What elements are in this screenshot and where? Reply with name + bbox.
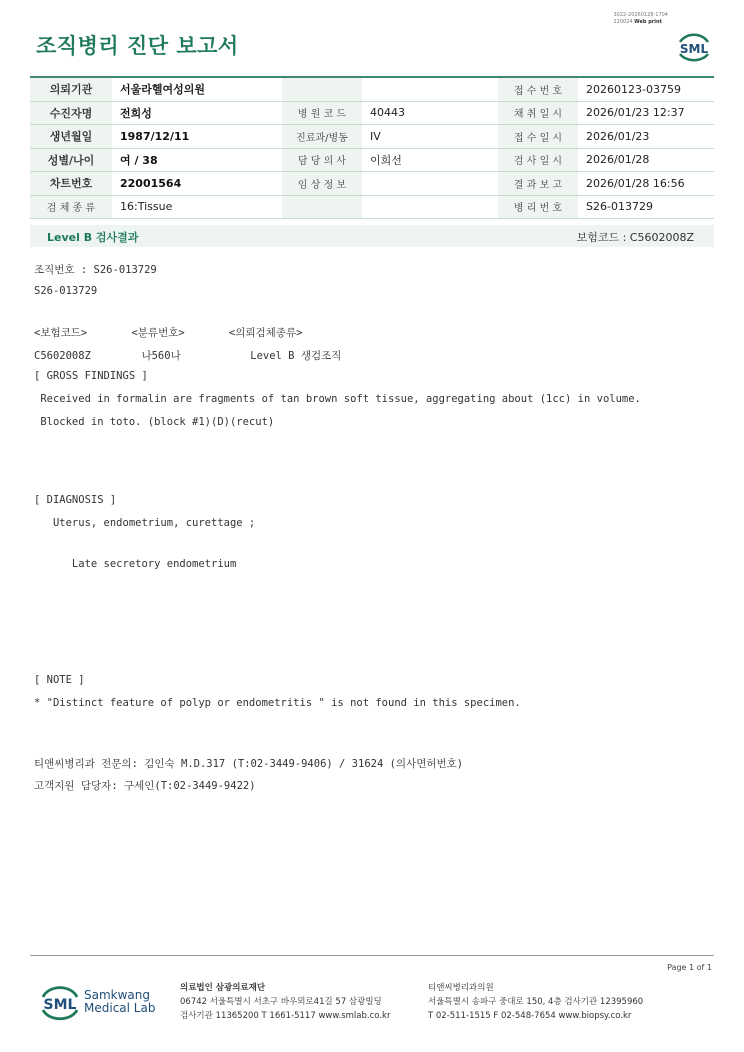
footer-foundation-info xyxy=(180,981,390,1023)
clinic-address: 서울특별시 송파구 중대로 150, 4층 검사기관 12395960 xyxy=(428,997,644,1007)
print-meta-id: 3022-20260128-1704 xyxy=(613,12,668,18)
report-line: Uterus, endometrium, curettage ; xyxy=(34,517,256,529)
info-value: 2026/01/28 16:56 xyxy=(578,172,714,196)
diagnosis-heading: [ DIAGNOSIS ] xyxy=(34,494,117,506)
clinic-name: 티앤씨병리과의원 xyxy=(428,983,494,993)
brand-name: Samkwang xyxy=(84,988,150,1002)
info-label: 의뢰기관 xyxy=(30,77,112,101)
foundation-address: 06742 서울특별시 서초구 바우뫼로41길 57 삼광빌딩 xyxy=(180,997,382,1007)
note-heading: [ NOTE ] xyxy=(34,674,85,686)
info-label: 차트번호 xyxy=(30,172,112,196)
info-value: IV xyxy=(362,125,498,149)
info-label: 병 리 번 호 xyxy=(498,195,578,219)
footer-clinic-info xyxy=(428,981,643,1023)
info-value: 16:Tissue xyxy=(112,195,282,219)
print-meta xyxy=(613,12,668,26)
result-section-header xyxy=(30,225,714,247)
foundation-name: 의료법인 삼광의료재단 xyxy=(180,983,266,993)
page-number: Page 1 of 1 xyxy=(667,963,712,972)
support-contact-line: 고객지원 담당자: 구세인(T:02-3449-9422) xyxy=(34,780,256,792)
report-line: Blocked in toto. (block #1)(D)(recut) xyxy=(34,416,275,428)
info-label xyxy=(282,195,362,219)
footer-brand xyxy=(84,989,155,1015)
report-line: Received in formalin are fragments of tan brown soft tissue, aggregating about (1cc) in volume. xyxy=(34,393,641,405)
info-value: 이희선 xyxy=(362,148,498,172)
samkwang-logo-icon xyxy=(38,982,82,1022)
info-row xyxy=(30,125,714,149)
pathologist-line: 티앤씨병리과 전문의: 김인숙 M.D.317 (T:02-3449-9406) / 31624 (의사면허번호) xyxy=(34,758,464,770)
sml-logo-icon xyxy=(674,28,714,64)
info-value: 서울라헬여성의원 xyxy=(112,77,282,101)
info-value: 22001564 xyxy=(112,172,282,196)
info-label: 병 원 코 드 xyxy=(282,101,362,125)
patient-info-table xyxy=(30,76,714,219)
info-value: 2026/01/28 xyxy=(578,148,714,172)
info-label: 검 사 일 시 xyxy=(498,148,578,172)
info-value: 2026/01/23 xyxy=(578,125,714,149)
info-value: S26-013729 xyxy=(578,195,714,219)
report-title: 조직병리 진단 보고서 xyxy=(36,34,239,58)
info-value: 여 / 38 xyxy=(112,148,282,172)
info-label: 생년월일 xyxy=(30,125,112,149)
brand-sub: Medical Lab xyxy=(84,1001,156,1015)
report-line: <보험코드> <분류번호> <의뢰검체종류> xyxy=(34,327,303,339)
info-label: 채 취 일 시 xyxy=(498,101,578,125)
info-label: 결 과 보 고 xyxy=(498,172,578,196)
info-value: 2026/01/23 12:37 xyxy=(578,101,714,125)
gross-findings-heading: [ GROSS FINDINGS ] xyxy=(34,370,148,382)
clinic-contact: T 02-511-1515 F 02-548-7654 www.biopsy.co.kr xyxy=(428,1011,632,1021)
info-label xyxy=(282,77,362,101)
info-value: 1987/12/11 xyxy=(112,125,282,149)
report-line: 조직번호 : S26-013729 xyxy=(34,264,157,276)
info-row xyxy=(30,172,714,196)
info-label: 접 수 일 시 xyxy=(498,125,578,149)
insurance-code: 보험코드 : C5602008Z xyxy=(576,231,694,244)
print-meta-code: 220024 xyxy=(613,19,633,25)
info-label: 접 수 번 호 xyxy=(498,77,578,101)
info-label: 검 체 종 류 xyxy=(30,195,112,219)
info-value: 20260123-03759 xyxy=(578,77,714,101)
info-label: 진료과/병동 xyxy=(282,125,362,149)
info-row xyxy=(30,77,714,101)
report-line: * "Distinct feature of polyp or endometritis " is not found in this specimen. xyxy=(34,697,521,709)
report-line: S26-013729 xyxy=(34,285,98,297)
diagnosis-text: Late secretory endometrium xyxy=(34,558,237,570)
info-value xyxy=(362,195,498,219)
info-value: 전희성 xyxy=(112,101,282,125)
info-label: 수진자명 xyxy=(30,101,112,125)
info-row xyxy=(30,195,714,219)
info-value: 40443 xyxy=(362,101,498,125)
print-meta-mode: Web print xyxy=(634,19,662,25)
info-row xyxy=(30,101,714,125)
foundation-contact: 검사기관 11365200 T 1661-5117 www.smlab.co.kr xyxy=(180,1011,391,1021)
info-label: 임 상 정 보 xyxy=(282,172,362,196)
info-label: 성별/나이 xyxy=(30,148,112,172)
info-value xyxy=(362,77,498,101)
info-label: 담 당 의 사 xyxy=(282,148,362,172)
result-level-label: Level B 검사결과 xyxy=(47,231,139,244)
info-value xyxy=(362,172,498,196)
footer-logo-text: SML xyxy=(43,997,77,1013)
report-line: C5602008Z 나560나 Level B 생검조직 xyxy=(34,350,342,362)
info-row xyxy=(30,148,714,172)
sml-logo-text: SML xyxy=(679,42,709,56)
footer-divider xyxy=(30,955,714,956)
